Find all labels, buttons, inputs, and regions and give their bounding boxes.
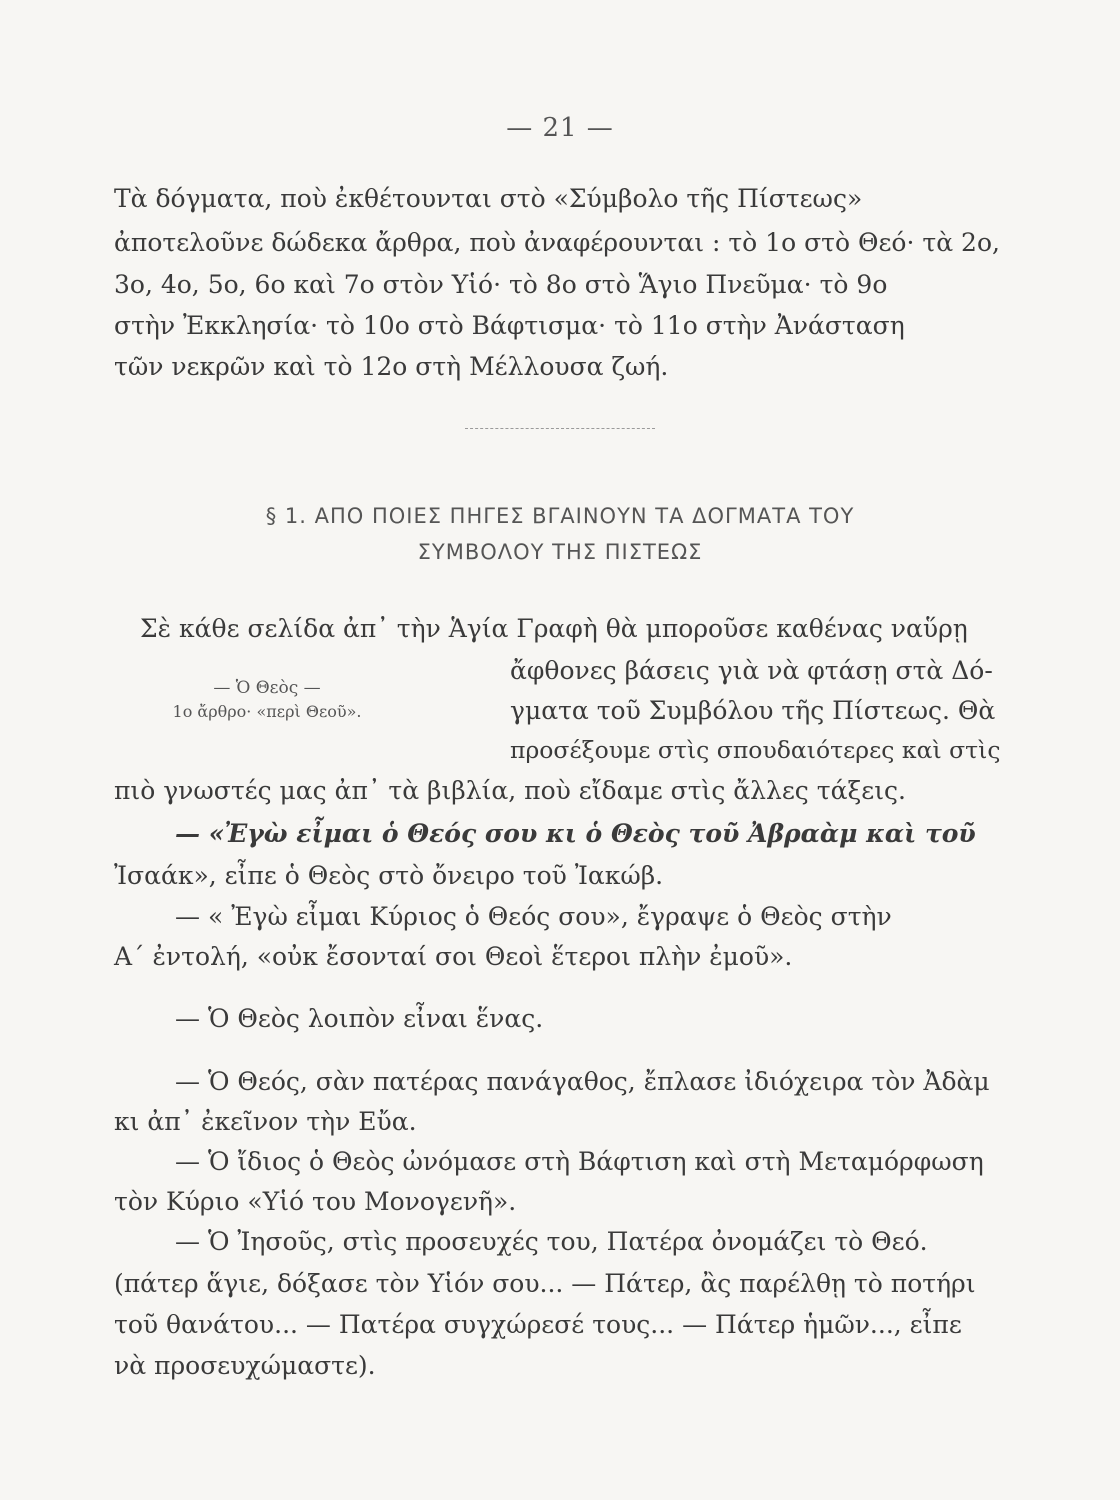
statement-1: — Ὁ Θεὸς λοιπὸν εἶναι ἕνας. <box>175 1004 544 1033</box>
margin-note-title: — Ὁ Θεὸς — <box>213 678 321 698</box>
section-heading <box>0 498 1120 570</box>
quote-1-line-2: Ἰσαάκ», εἶπε ὁ Θεὸς στὸ ὄνειρο τοῦ Ἰακώβ. <box>114 861 664 890</box>
section-heading-line-1: § 1. ΑΠΟ ΠΟΙΕΣ ΠΗΓΕΣ ΒΓΑΙΝΟΥΝ ΤΑ ΔΟΓΜΑΤΑ ΤΟΥ <box>265 504 855 528</box>
page-number: — 21 — <box>506 113 614 143</box>
intro-line-1: Τὰ δόγματα, ποὺ ἐκθέτουνται στὸ «Σύμβολο τῆς Πίστεως» <box>114 184 863 213</box>
statement-3-line-1: — Ὁ ἴδιος ὁ Θεὸς ὠνόμασε στὴ Βάφτιση καὶ στὴ Μεταμόρφωση <box>175 1147 984 1176</box>
statement-4-line-1: — Ὁ Ἰησοῦς, στὶς προσευχές του, Πατέρα ὀνομάζει τὸ Θεό. <box>175 1227 928 1256</box>
body-p1-line-4: προσέξουμε στὶς σπουδαιότερες καὶ στὶς <box>510 736 1001 764</box>
statement-2-line-2: κι ἀπ᾿ ἐκεῖνον τὴν Εὔα. <box>114 1107 417 1136</box>
quote-1-line-1: — «Ἐγὼ εἶμαι ὁ Θεός σου κι ὁ Θεὸς τοῦ Ἀβραὰμ καὶ τοῦ <box>175 819 976 848</box>
body-p1-line-2: ἄφθονες βάσεις γιὰ νὰ φτάσῃ στὰ Δό- <box>510 656 993 685</box>
section-heading-line-2: ΣΥΜΒΟΛΟΥ ΤΗΣ ΠΙΣΤΕΩΣ <box>417 540 703 564</box>
margin-note <box>142 676 392 724</box>
body-p1-line-3: γματα τοῦ Συμβόλου τῆς Πίστεως. Θὰ <box>510 696 996 725</box>
intro-line-5: τῶν νεκρῶν καὶ τὸ 12ο στὴ Μέλλουσα ζωή. <box>114 352 669 381</box>
intro-line-3: 3ο, 4ο, 5ο, 6ο καὶ 7ο στὸν Υἱό· τὸ 8ο στὸ Ἅγιο Πνεῦμα· τὸ 9ο <box>114 270 888 299</box>
statement-4-line-3: τοῦ θανάτου... — Πατέρα συγχώρεσέ τους... — Πάτερ ἡμῶν..., εἶπε <box>114 1310 962 1339</box>
body-p1-line-1: Σὲ κάθε σελίδα ἀπ᾿ τὴν Ἁγία Γραφὴ θὰ μποροῦσε καθένας ναὕρῃ <box>140 614 968 643</box>
quote-2-line-1: — « Ἐγὼ εἶμαι Κύριος ὁ Θεός σου», ἔγραψε ὁ Θεὸς στὴν <box>175 902 892 931</box>
margin-note-subtitle: 1ο ἄρθρο· «περὶ Θεοῦ». <box>172 702 362 721</box>
body-p1-line-5: πιὸ γνωστές μας ἀπ᾿ τὰ βιβλία, ποὺ εἴδαμε στὶς ἄλλες τάξεις. <box>114 776 906 805</box>
statement-4-line-2: (πάτερ ἅγιε, δόξασε τὸν Υἱόν σου... — Πάτερ, ἂς παρέλθῃ τὸ ποτήρι <box>114 1269 976 1298</box>
statement-4-line-4: νὰ προσευχώμαστε). <box>114 1351 376 1380</box>
statement-2-line-1: — Ὁ Θεός, σὰν πατέρας πανάγαθος, ἔπλασε ἰδιόχειρα τὸν Ἀδὰμ <box>175 1067 990 1096</box>
quote-2-line-2: Α´ ἐντολή, «οὐκ ἔσονταί σοι Θεοὶ ἕτεροι πλὴν ἐμοῦ». <box>114 942 793 971</box>
intro-line-4: στὴν Ἐκκλησία· τὸ 10ο στὸ Βάφτισμα· τὸ 11ο στὴν Ἀνάσταση <box>114 311 905 340</box>
statement-3-line-2: τὸν Κύριο «Υἱό του Μονογενῆ». <box>114 1187 517 1216</box>
intro-line-2: ἀποτελοῦνε δώδεκα ἄρθρα, ποὺ ἀναφέρουνται : τὸ 1ο στὸ Θεό· τὰ 2ο, <box>114 228 1000 257</box>
section-separator <box>465 428 655 429</box>
